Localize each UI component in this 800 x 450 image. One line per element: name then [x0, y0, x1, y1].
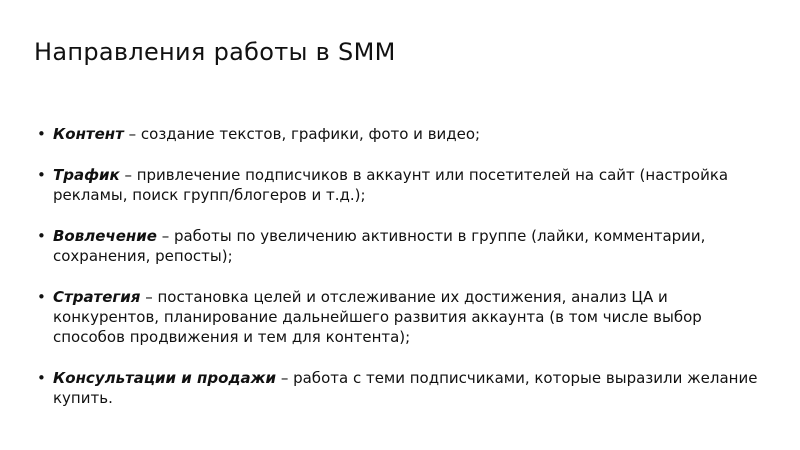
bullet-item-strategy [37, 287, 777, 347]
bullet-text: – привлечение подписчиков в аккаунт или посетителей на сайт (настройка рекламы, поиск групп/блогеров и т.д.); [53, 166, 729, 204]
bullet-term: Трафик [53, 166, 120, 184]
bullet-dot-icon: • [37, 227, 46, 245]
bullet-text: – создание текстов, графики, фото и видео; [123, 125, 481, 143]
bullet-term: Консультации и продажи [53, 369, 277, 387]
bullet-list [37, 124, 777, 429]
bullet-text: – работа с теми подписчиками, которые выразили желание купить. [53, 369, 758, 407]
bullet-dot-icon: • [37, 288, 46, 306]
bullet-text: – постановка целей и отслеживание их достижения, анализ ЦА и конкурентов, планирование дальнейшего развития аккаунта (в том числе выбор способов продвижения и тем для контента); [53, 288, 702, 346]
bullet-item-content [37, 124, 777, 144]
slide-title: Направления работы в SMM [34, 38, 396, 66]
bullet-dot-icon: • [37, 369, 46, 387]
bullet-dot-icon: • [37, 125, 46, 143]
bullet-item-engagement [37, 226, 777, 266]
bullet-item-consulting-sales [37, 368, 777, 408]
bullet-term: Контент [53, 125, 124, 143]
bullet-text: – работы по увеличению активности в группе (лайки, комментарии, сохранения, репосты); [53, 227, 706, 265]
bullet-dot-icon: • [37, 166, 46, 184]
bullet-term: Вовлечение [53, 227, 157, 245]
bullet-item-traffic [37, 165, 777, 205]
bullet-term: Стратегия [53, 288, 141, 306]
